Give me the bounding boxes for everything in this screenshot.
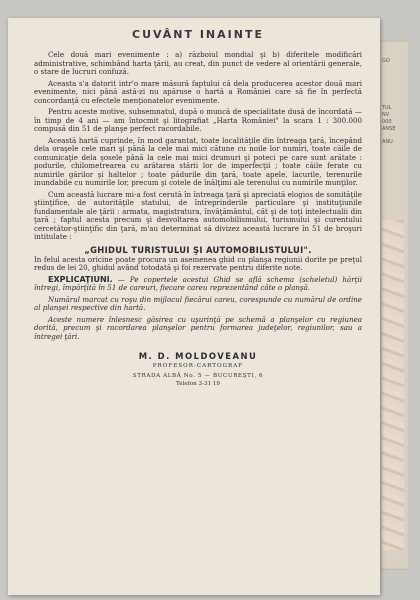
explanations-text: — Pe copertele acestui Ghid se află schema (scheletul) hărţii întregi, împărţită în 51 de careuri, fiecare careu reprezentând câte o planşă. — [34, 274, 362, 292]
author-role: PROFESOR-CARTOGRAF — [152, 363, 244, 369]
map-strip — [382, 220, 404, 550]
back-sheet — [378, 40, 408, 570]
back-fragment: GO — [382, 58, 390, 64]
back-fragment: ANU — [382, 139, 393, 145]
paragraph: Această hartă cuprinde, în mod garantat, toate localităţile din întreaga ţară, începând dela oraşele cele mari şi până la cele mai mici cătune cu noile lor numiri, toate căile de comunicaţie dela şosele până la cele mai mici drumuri şi poteci pe care sunt arătate : podurile, chilometrearea cu arătarea stării lor de imperfecţii ; toate căile ferate cu numirile gărilor şi haltelor ; toate pădurile din ţară, toate apele, lacurile, terenurile inundabile cu numirile lor, precum şi cotele de înălţimi ale terenului cu numirile munţilor. — [34, 135, 362, 187]
paragraph: Cele două mari evenimente : a) războiul mondial şi b) diferitele modificări administrative, schimbând harta ţării, au creat, din punct de vedere al orientării generale, o stare de lucruri confuză. — [34, 50, 362, 76]
paragraph: Aceasta s'a datorit intr'o mare măsură faptului că dela producerea acestor două mari evenimente, nici până astă-zi nu apăruse o hartă a României care să fie în perfectă concordanţă cu efectele menţionatelor evenimente. — [34, 78, 362, 105]
document-page — [8, 18, 380, 595]
paragraph: Pentru aceste motive, subsemnatul, după o muncă de specialitate dusă de încordată — în timp de 4 ani — am întocmit şi litografiat „Harta României" la scara 1 : 300.000 compusă din 51 de planşe perfect racordabile. — [34, 107, 362, 133]
back-fragment: 000 — [382, 119, 392, 125]
back-page-fragments — [382, 40, 406, 146]
back-fragment: ANSE — [382, 126, 396, 132]
page-title: CUVÂNT INAINTE — [132, 28, 264, 41]
guide-title: „GHIDUL TURISTULUI ŞI AUTOMOBILISTULUI". — [84, 244, 312, 255]
back-fragment: NV — [382, 112, 390, 118]
explanations-heading: EXPLICAŢIUNI. — [48, 274, 113, 284]
paragraph: Aceste numere înlesnesc găsirea cu uşurinţă pe schemă a planşelor cu regiunea dorită, precum şi racordarea planşelor pentru formarea judeţelor, regiunilor, sau a întregei ţări. — [34, 314, 362, 341]
paragraph: Cum această lucrare mi-a fost cerută în întreaga ţară şi apreciată elogios de somităţile ştiinţifice, de autorităţile statului, de întreprinderile particulare şi instituţiunile fundamentale ale ţării : armata, magistratura, învăţământul, cât şi de toţi intelectualii din ţară ; faptul acesta precum şi desvoltarea automobilismului, turismului şi curentului cercetător-ştiinţific din ţară, m'au determinat să divizez această lucrare în 51 de broşuri intitulate : — [34, 189, 362, 241]
author-phone: Telefon 3-31 19 — [176, 381, 220, 387]
signature-block — [34, 351, 362, 387]
explanations-paragraph — [34, 276, 362, 293]
paragraph: Numărul marcat cu roşu din mijlocul fiecărui careu, corespunde cu numărul de ordine al planşei respective din hartă. — [34, 294, 362, 312]
back-fragment: TUL — [382, 105, 392, 111]
author-name: M. D. MOLDOVEANU — [138, 351, 258, 361]
paragraph: In felul acesta oricine poate procura un asemenea ghid cu planşa regiunii dorite pe preţul redus de lei 20, ghidul având totodată şi foi rezervate pentru diferite note. — [34, 254, 362, 272]
author-address: STRADA ALBĂ No. 5 — BUCUREŞTI, 6 — [132, 373, 264, 379]
